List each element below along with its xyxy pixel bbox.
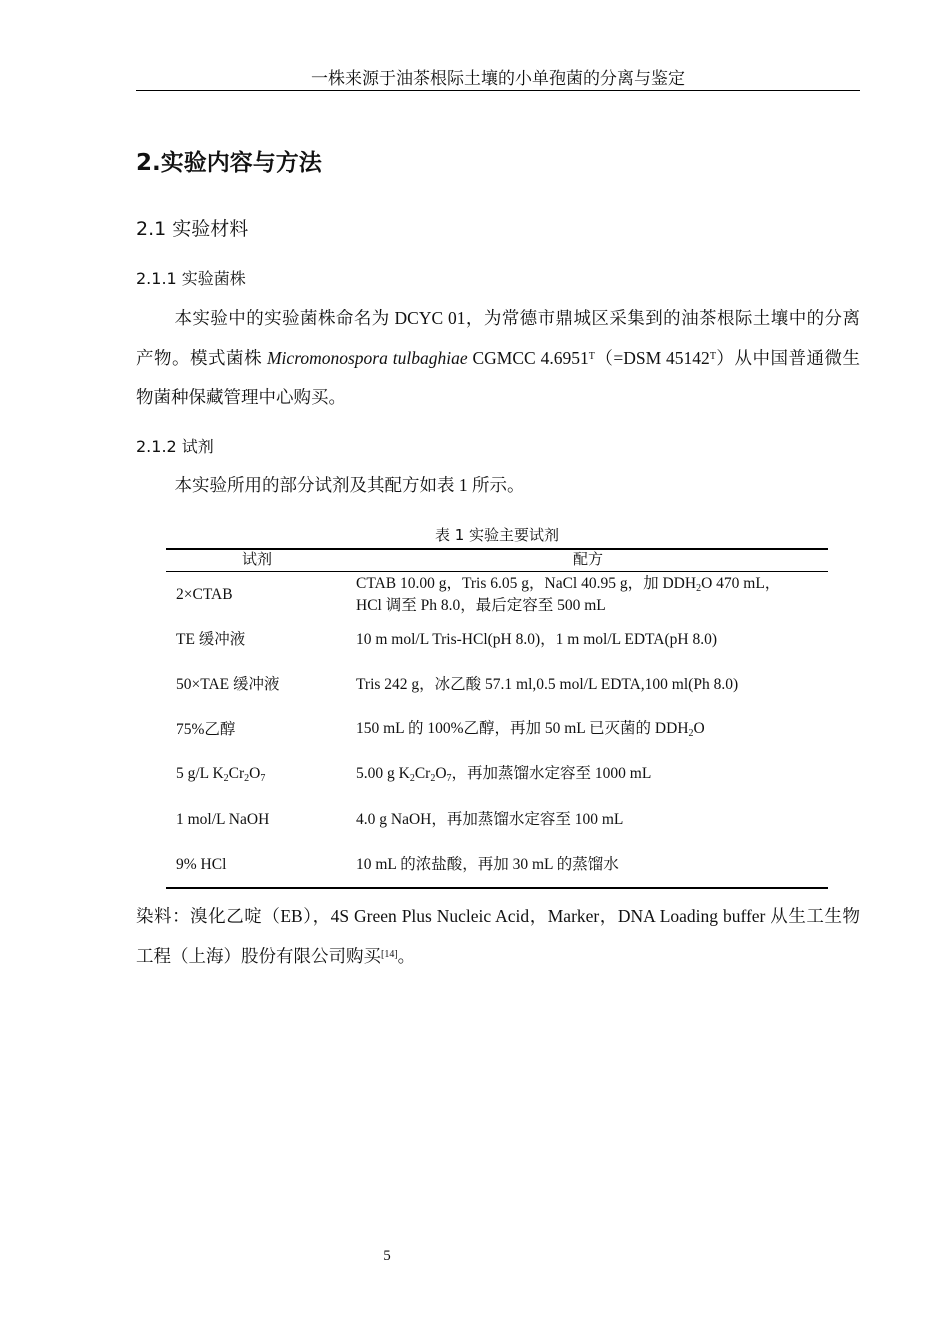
- stain-end: 。: [397, 945, 416, 966]
- reagent-text: Cr: [228, 764, 245, 782]
- table-row: [166, 842, 828, 887]
- subsection-heading: 2.1 实验材料: [136, 218, 249, 240]
- formula-cell: 10 mL 的浓盐酸，再加 30 mL 的蒸馏水: [356, 855, 619, 873]
- reagent-cell: 2×CTAB: [176, 585, 233, 603]
- table-row: [166, 662, 828, 707]
- subscript: 2: [688, 727, 694, 739]
- column-header-formula: 配方: [572, 552, 603, 568]
- subscript: 2: [244, 772, 250, 784]
- reagents-table: [166, 548, 828, 889]
- formula-cell: 4.0 g NaOH，再加蒸馏水定容至 100 mL: [356, 810, 624, 828]
- formula-cell: [346, 764, 828, 786]
- formula-text: O: [693, 719, 705, 737]
- reagent-cell: [166, 764, 346, 786]
- strains-text-d: ）从中国普通微生物菌种保藏管理中心购买。: [136, 347, 861, 407]
- strains-text-b: CGMCC 4.6951: [467, 347, 589, 368]
- subscript: 7: [260, 772, 266, 784]
- table-row: [166, 752, 828, 797]
- formula-text: 150 mL 的 100%乙醇，再加 50 mL 已灭菌的 DDH: [356, 719, 689, 737]
- strains-text-a: 本实验中的实验菌株命名为 DCYC 01，为常德市鼎城区采集到的油茶根际土壤中的分离产物。模式菌株: [136, 308, 860, 368]
- formula-text: CTAB 10.00 g，Tris 6.05 g，NaCl 40.95 g，加 DDH: [356, 574, 697, 592]
- formula-cell: 10 m mol/L Tris-HCl(pH 8.0)，1 m mol/L EDTA(pH 8.0): [356, 630, 717, 648]
- reagent-cell: 50×TAE 缓冲液: [176, 675, 280, 693]
- strains-text-c: （=DSM 45142: [594, 347, 710, 368]
- stain-text: 染料：溴化乙啶（EB），4S Green Plus Nucleic Acid，Marker，DNA Loading buffer 从生工生物工程（上海）股份有限公司购买: [136, 906, 860, 966]
- strains-paragraph: [136, 299, 860, 418]
- formula-cell: [346, 574, 828, 616]
- table-row: [166, 572, 828, 617]
- table-caption: 表 1 实验主要试剂: [434, 526, 560, 544]
- table-row: [166, 617, 828, 662]
- subscript: 2: [409, 772, 415, 784]
- formula-text: O 470 mL，: [701, 574, 781, 592]
- formula-cell: Tris 242 g，冰乙酸 57.1 ml,0.5 mol/L EDTA,100 ml(Ph 8.0): [356, 675, 739, 693]
- running-title: 一株来源于油茶根际土壤的小单孢菌的分离与鉴定: [136, 68, 860, 91]
- citation: [14]: [381, 948, 398, 960]
- table-header-row: [166, 550, 828, 572]
- subscript: 7: [446, 772, 452, 784]
- page-number: 5: [383, 1248, 391, 1264]
- reagent-cell: 9% HCl: [176, 855, 227, 873]
- subscript: 2: [430, 772, 436, 784]
- stain-paragraph: [136, 897, 860, 976]
- formula-text: ，再加蒸馏水定容至 1000 mL: [451, 764, 652, 782]
- formula-text: HCl 调至 Ph 8.0，最后定容至 500 mL: [356, 596, 606, 614]
- strains-heading: 2.1.1 实验菌株: [136, 269, 246, 288]
- species-name: Micromonospora tulbaghiae: [266, 347, 468, 368]
- reagent-text: O: [249, 764, 261, 782]
- table-row: [166, 707, 828, 752]
- reagent-text: 5 g/L K: [176, 764, 224, 782]
- formula-text: Cr: [414, 764, 431, 782]
- reagent-cell: 1 mol/L NaOH: [176, 810, 270, 828]
- subscript: 2: [223, 772, 229, 784]
- table-row: [166, 797, 828, 842]
- type-strain-mark: T: [588, 350, 595, 362]
- reagents-intro: 本实验所用的部分试剂及其配方如表 1 所示。: [174, 475, 525, 495]
- formula-text: 5.00 g K: [356, 764, 410, 782]
- formula-text: O: [435, 764, 447, 782]
- column-header-reagent: 试剂: [241, 552, 272, 568]
- subscript: 2: [696, 582, 702, 594]
- reagent-cell: TE 缓冲液: [176, 630, 246, 648]
- reagents-heading: 2.1.2 试剂: [136, 437, 214, 456]
- type-strain-mark: T: [709, 350, 716, 362]
- section-heading: 2.实验内容与方法: [136, 150, 322, 176]
- formula-cell: [346, 719, 828, 741]
- reagent-cell: 75%乙醇: [176, 720, 236, 738]
